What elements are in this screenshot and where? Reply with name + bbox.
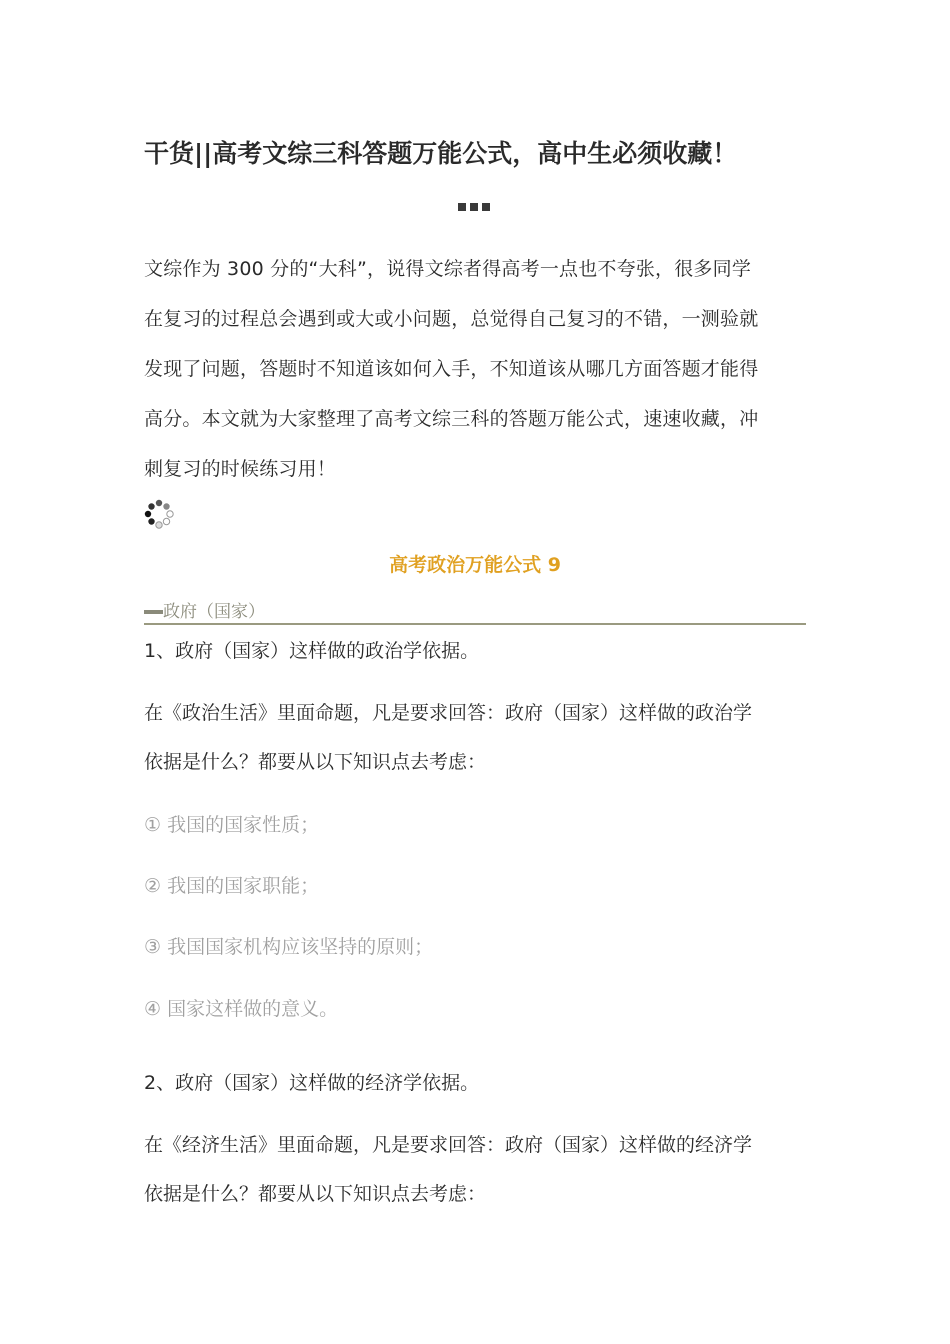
ellipsis-squares-icon [458, 203, 490, 211]
q2-body-line: 在《经济生活》里面命题，凡是要求回答：政府（国家）这样做的经济学 [144, 1134, 753, 1156]
q1-body-line: 在《政治生活》里面命题，凡是要求回答：政府（国家）这样做的政治学 [144, 702, 753, 724]
q1-heading: 1、政府（国家）这样做的政治学依据。 [144, 640, 480, 662]
q1-point: ③ 我国国家机构应该坚持的原则； [144, 936, 434, 958]
q1-point: ④ 国家这样做的意义。 [144, 998, 339, 1020]
intro-line: 在复习的过程总会遇到或大或小问题，总觉得自己复习的不错，一测验就 [144, 308, 759, 330]
article-title: 干货||高考文综三科答题万能公式，高中生必须收藏！ [144, 139, 738, 168]
intro-line: 文综作为 300 分的“大科”，说得文综者得高考一点也不夸张，很多同学 [144, 258, 752, 280]
dash-bar [144, 610, 163, 614]
section-title: 高考政治万能公式 9 [389, 554, 561, 576]
subhead-label: 政府（国家） [163, 602, 265, 622]
intro-line: 刺复习的时候练习用！ [144, 458, 337, 480]
loading-spinner-icon [143, 498, 175, 530]
intro-paragraph [144, 244, 808, 494]
section-subhead [144, 600, 806, 625]
q1-body-line: 依据是什么？都要从以下知识点去考虑： [144, 751, 487, 773]
q2-body-line: 依据是什么？都要从以下知识点去考虑： [144, 1183, 487, 1205]
intro-line: 发现了问题，答题时不知道该如何入手，不知道该从哪几方面答题才能得 [144, 358, 759, 380]
intro-line: 高分。本文就为大家整理了高考文综三科的答题万能公式，速速收藏，冲 [144, 408, 759, 430]
q2-heading: 2、政府（国家）这样做的经济学依据。 [144, 1072, 480, 1094]
q1-point: ① 我国的国家性质； [144, 814, 320, 836]
q1-point: ② 我国的国家职能； [144, 875, 320, 897]
